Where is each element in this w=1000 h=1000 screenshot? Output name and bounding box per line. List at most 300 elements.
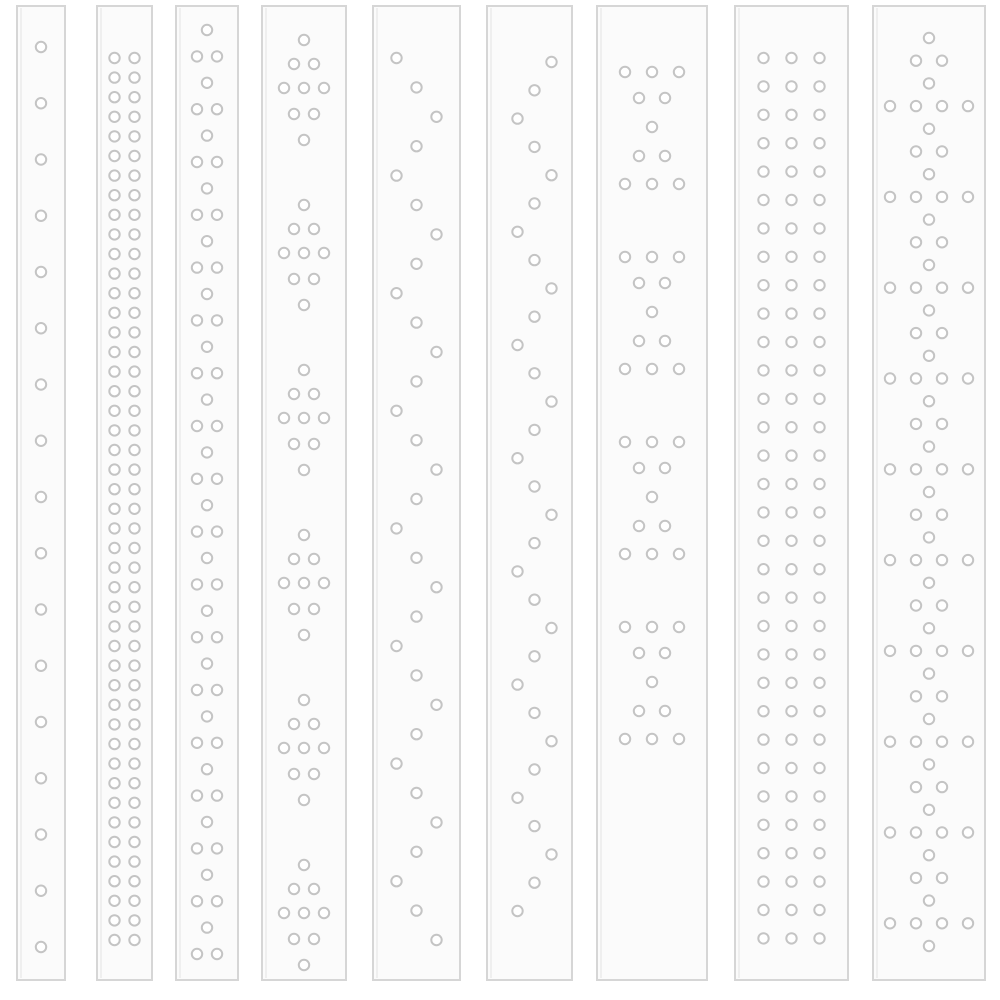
hole [786,592,796,602]
hole [109,680,119,690]
hole [937,283,947,293]
hole [202,870,212,880]
strip-edge-highlight [20,8,22,978]
hole [911,283,921,293]
hole [36,211,46,221]
hole [129,680,139,690]
hole [319,413,329,423]
hole [758,223,768,233]
hole [279,248,289,258]
strip-edge-highlight [738,8,740,978]
hole [911,782,921,792]
hole [212,368,222,378]
hole [109,484,119,494]
hole [129,72,139,82]
hole [289,719,299,729]
strip-edge-highlight [600,8,602,978]
hole [36,773,46,783]
hole [786,706,796,716]
hole [937,691,947,701]
hole [620,179,630,189]
hole [924,260,934,270]
hole [299,860,309,870]
hole [758,110,768,120]
hole [660,463,670,473]
hole [411,82,421,92]
hole [512,793,522,803]
hole [129,817,139,827]
hole [885,918,895,928]
hole [758,507,768,517]
hole [924,396,934,406]
hole [529,708,539,718]
hole [192,51,202,61]
hole [911,510,921,520]
hole [911,918,921,928]
hole [911,646,921,656]
hole [647,549,657,559]
hole [786,223,796,233]
hole [192,949,202,959]
hole [192,526,202,536]
hole [885,646,895,656]
hole [212,632,222,642]
hole [546,849,556,859]
hole [109,288,119,298]
hole [109,190,119,200]
hole [319,248,329,258]
hole [36,323,46,333]
hole [289,934,299,944]
strip-double-column [97,6,152,980]
hole [758,195,768,205]
hole [202,236,212,246]
hole [431,700,441,710]
hole [758,592,768,602]
hole [129,484,139,494]
hole [758,450,768,460]
hole [411,376,421,386]
hole [937,873,947,883]
hole [529,538,539,548]
hole [937,464,947,474]
hole [758,678,768,688]
hole [786,876,796,886]
hole [647,677,657,687]
hole [786,53,796,63]
strip-triple-column [735,6,848,980]
hole [36,98,46,108]
hole [924,805,934,815]
hole [212,526,222,536]
hole [109,739,119,749]
hole [36,379,46,389]
hole [674,622,684,632]
strip-triangle-clusters [597,6,707,980]
hole [129,798,139,808]
hole [758,308,768,318]
hole [937,737,947,747]
hole [36,42,46,52]
hole [885,555,895,565]
hole [192,210,202,220]
hole [202,553,212,563]
hole [109,386,119,396]
hole [129,347,139,357]
hole [885,827,895,837]
hole [814,308,824,318]
hole [129,190,139,200]
hole [309,934,319,944]
hole [36,154,46,164]
hole [411,141,421,151]
hole [885,283,895,293]
hole [529,821,539,831]
hole [192,790,202,800]
hole [109,778,119,788]
hole [758,138,768,148]
hole [309,884,319,894]
hole [634,648,644,658]
hole [431,935,441,945]
hole [546,283,556,293]
hole [202,447,212,457]
hole [911,873,921,883]
hole [885,192,895,202]
hole [109,366,119,376]
hole [786,252,796,262]
hole [911,600,921,610]
hole [924,895,934,905]
hole [758,876,768,886]
hole [129,366,139,376]
hole [924,668,934,678]
hole [391,523,401,533]
hole [924,124,934,134]
hole [814,649,824,659]
hole [391,288,401,298]
strip-edge-highlight [265,8,267,978]
hole [109,935,119,945]
hole [758,81,768,91]
hole [814,933,824,943]
hole [758,536,768,546]
hole [758,820,768,830]
hole [109,602,119,612]
hole [289,389,299,399]
hole [885,737,895,747]
hole [814,81,824,91]
hole [299,35,309,45]
hole [129,758,139,768]
hole [192,632,202,642]
hole [963,464,973,474]
hole [109,719,119,729]
hole [924,78,934,88]
hole [129,778,139,788]
hole [109,817,119,827]
hole [202,500,212,510]
hole [814,536,824,546]
hole [289,439,299,449]
hole [911,737,921,747]
hole [411,317,421,327]
hole [529,595,539,605]
hole [529,764,539,774]
hole [36,717,46,727]
hole [937,101,947,111]
strip-body [735,6,848,980]
hole [786,649,796,659]
hole [309,224,319,234]
hole [431,817,441,827]
strip-zigzag-pairs [176,6,238,980]
hole [674,67,684,77]
hole [212,474,222,484]
hole [212,104,222,114]
hole [129,739,139,749]
hole [814,706,824,716]
hole [391,53,401,63]
hole [937,328,947,338]
hole [758,905,768,915]
hole [758,365,768,375]
hole [299,578,309,588]
hole [963,555,973,565]
hole [202,25,212,35]
hole [634,706,644,716]
hole [512,340,522,350]
hole [109,523,119,533]
hole [129,249,139,259]
hole [129,523,139,533]
hole [814,479,824,489]
hole [109,425,119,435]
hole [660,706,670,716]
hole [431,347,441,357]
hole [814,223,824,233]
hole [109,327,119,337]
hole [529,255,539,265]
hole [129,308,139,318]
hole [814,110,824,120]
hole [758,933,768,943]
hole [937,600,947,610]
hole [129,602,139,612]
hole [129,856,139,866]
hole [937,419,947,429]
hole [963,283,973,293]
hole [319,578,329,588]
hole [924,169,934,179]
hole [279,83,289,93]
strip-edge-highlight [376,8,378,978]
hole [758,479,768,489]
hole [309,389,319,399]
hole [109,896,119,906]
strip-body [262,6,346,980]
hole [758,763,768,773]
hole [814,905,824,915]
hole [411,200,421,210]
hole [634,151,644,161]
hole [202,658,212,668]
hole [512,679,522,689]
hole [758,706,768,716]
hole [647,252,657,262]
hole [758,848,768,858]
hole [212,896,222,906]
hole [814,763,824,773]
strip-edge-highlight [876,8,878,978]
strip-body [487,6,572,980]
hole [620,437,630,447]
hole [647,364,657,374]
hole [924,623,934,633]
hole [109,308,119,318]
hole [109,170,119,180]
hole [299,960,309,970]
hole [758,53,768,63]
hole [674,179,684,189]
hole [529,142,539,152]
hole [885,101,895,111]
hole [963,918,973,928]
hole [391,758,401,768]
hole [192,262,202,272]
hole [814,450,824,460]
hole [814,53,824,63]
hole [411,611,421,621]
hole [674,549,684,559]
hole [192,368,202,378]
hole [937,237,947,247]
hole [814,394,824,404]
hole [289,224,299,234]
hole [36,492,46,502]
hole [109,621,119,631]
hole [36,942,46,952]
hole [924,305,934,315]
hole [411,494,421,504]
hole [924,759,934,769]
hole [129,504,139,514]
hole [309,59,319,69]
hole [109,504,119,514]
hole [309,604,319,614]
hole [660,278,670,288]
hole [411,553,421,563]
hole [192,104,202,114]
hole [786,195,796,205]
hole [937,646,947,656]
hole [924,578,934,588]
hole [814,280,824,290]
hole [937,918,947,928]
hole [963,827,973,837]
hole [192,685,202,695]
hole [620,734,630,744]
hole [109,72,119,82]
hole [109,856,119,866]
hole [109,915,119,925]
hole [109,543,119,553]
hole [786,820,796,830]
hole [212,157,222,167]
hole [319,743,329,753]
hole [512,566,522,576]
hole [129,112,139,122]
hole [924,941,934,951]
hole [109,92,119,102]
hole [786,791,796,801]
hole [192,315,202,325]
hole [546,57,556,67]
hole [620,549,630,559]
hole [212,949,222,959]
hole [758,422,768,432]
hole [786,507,796,517]
hole [299,630,309,640]
hole [911,237,921,247]
hole [129,406,139,416]
hole [289,59,299,69]
hole [299,465,309,475]
hole [202,764,212,774]
strip-edge-highlight [100,8,102,978]
hole [758,252,768,262]
hole [192,157,202,167]
hole [647,67,657,77]
hole [411,670,421,680]
hole [279,413,289,423]
hole [309,719,319,729]
hole [758,649,768,659]
hole [109,53,119,63]
strip-cross-pattern [873,6,985,980]
hole [299,743,309,753]
hole [924,214,934,224]
hole [299,695,309,705]
hole [202,394,212,404]
hole [212,790,222,800]
hole [129,621,139,631]
hole [786,734,796,744]
hole [299,300,309,310]
hole [109,798,119,808]
hole [109,210,119,220]
hole [129,915,139,925]
hole [212,738,222,748]
hole [512,453,522,463]
strip-body [176,6,238,980]
hole [814,252,824,262]
hole [786,138,796,148]
hole [814,592,824,602]
hole [786,848,796,858]
hole [289,109,299,119]
hole [786,905,796,915]
hole [786,166,796,176]
hole [411,905,421,915]
hole [814,848,824,858]
strip-scattered-zigzag [373,6,460,980]
hole [758,791,768,801]
hole [212,421,222,431]
hole [620,67,630,77]
hole [529,312,539,322]
hole [129,582,139,592]
